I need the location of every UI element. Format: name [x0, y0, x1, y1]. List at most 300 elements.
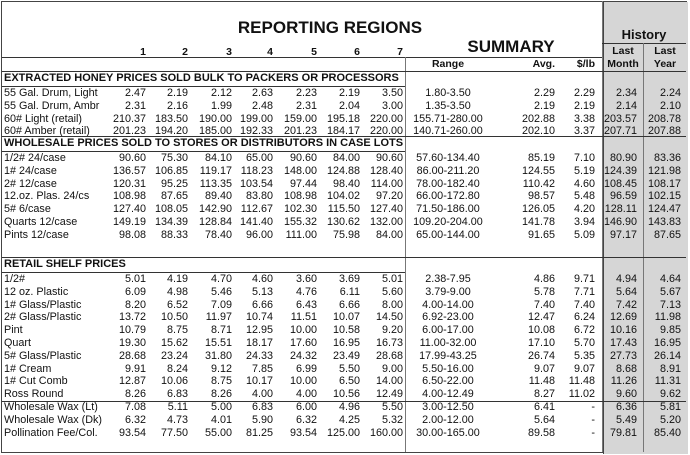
per-lb-value: 6.24 — [573, 311, 595, 324]
last-month-value: 96.59 — [609, 190, 637, 203]
region-value: 5.46 — [210, 285, 232, 298]
region-value: 4.98 — [166, 285, 188, 298]
range-value: 6.50-22.00 — [422, 375, 474, 388]
region-value: 13.72 — [118, 311, 146, 324]
range-value: 3.00-12.50 — [422, 401, 474, 413]
region-value: 4.00 — [251, 388, 273, 401]
region-value: 199.00 — [239, 112, 273, 125]
region-number-5: 5 — [311, 46, 317, 58]
avg-value: 110.42 — [522, 177, 555, 190]
region-value: 10.06 — [160, 375, 188, 388]
region-value: 11.51 — [290, 311, 317, 324]
avg-value: 7.40 — [533, 298, 555, 311]
region-value: 19.30 — [118, 337, 146, 349]
per-lb-value: - — [591, 401, 595, 413]
region-value: 10.07 — [332, 311, 360, 324]
region-value: 2.23 — [295, 87, 317, 99]
last-year-value: 124.47 — [647, 203, 681, 216]
row-label: Pints 12/case — [4, 228, 69, 241]
per-lb-value: 11.48 — [568, 375, 595, 388]
last-month-value: 79.81 — [609, 426, 637, 439]
range-value: 11.00-32.00 — [419, 337, 477, 349]
region-value: 3.50 — [381, 87, 403, 99]
region-value: 114.00 — [370, 177, 403, 190]
range-value: 5.50-16.00 — [422, 362, 474, 375]
region-value: 10.00 — [289, 375, 317, 388]
region-value: 134.39 — [154, 216, 188, 228]
region-value: 220.00 — [369, 125, 403, 138]
region-value: 24.33 — [245, 349, 273, 362]
per-lb-value: 6.72 — [573, 324, 595, 337]
avg-value: 98.57 — [527, 190, 555, 203]
region-value: 77.50 — [160, 426, 188, 439]
region-value: 5.01 — [124, 273, 146, 285]
last-month-value: 128.11 — [604, 203, 637, 216]
region-value: 194.20 — [154, 125, 188, 138]
region-value: 8.20 — [124, 298, 146, 311]
avg-value: 5.64 — [533, 413, 555, 426]
region-value: 8.26 — [210, 388, 232, 401]
region-value: 97.20 — [375, 190, 403, 203]
region-value: 84.10 — [204, 152, 232, 164]
range-value: 78.00-182.40 — [416, 177, 480, 190]
region-value: 8.26 — [124, 388, 146, 401]
avg-value: 202.10 — [521, 125, 555, 138]
avg-value: 26.74 — [527, 349, 555, 362]
region-value: 2.31 — [124, 99, 146, 112]
region-number-4: 4 — [267, 46, 273, 58]
region-value: 5.11 — [167, 401, 188, 413]
region-value: 2.47 — [124, 87, 146, 99]
last-month-value: 10.16 — [609, 324, 637, 337]
region-value: 5.50 — [381, 401, 403, 413]
region-value: 128.40 — [369, 164, 403, 177]
last-year-value: 85.40 — [653, 426, 681, 439]
region-value: 5.90 — [251, 413, 273, 426]
region-value: 6.52 — [166, 298, 188, 311]
region-value: 81.25 — [245, 426, 273, 439]
last-month-value: 12.69 — [609, 311, 637, 324]
last-month-value: 11.26 — [610, 375, 637, 388]
region-value: 6.00 — [295, 401, 317, 413]
row-label: 60# Amber (retail) — [4, 125, 90, 138]
region-value: 12.87 — [118, 375, 146, 388]
region-value: 95.25 — [160, 177, 188, 190]
avg-value: 85.19 — [527, 152, 555, 164]
region-value: 10.58 — [332, 324, 360, 337]
range-value: 3.79-9.00 — [425, 285, 471, 298]
region-value: 6.50 — [338, 375, 360, 388]
region-value: 9.00 — [381, 362, 403, 375]
region-value: 149.19 — [112, 216, 146, 228]
row-label: Ross Round — [4, 388, 64, 401]
last-year-value: 207.88 — [647, 125, 681, 138]
region-value: 10.74 — [245, 311, 273, 324]
region-value: 4.73 — [166, 413, 188, 426]
region-value: 97.44 — [289, 177, 317, 190]
header-rule — [2, 57, 602, 58]
last-month-value: 7.42 — [615, 298, 637, 311]
row-label: 2# Glass/Plastic — [4, 311, 82, 324]
range-value: 65.00-144.00 — [416, 228, 480, 241]
last-year-header: Year — [653, 58, 677, 70]
range-value: 66.00-172.80 — [416, 190, 480, 203]
region-value: 7.08 — [124, 401, 146, 413]
region-value: 98.08 — [118, 228, 146, 241]
region-number-7: 7 — [397, 46, 403, 58]
last-year-value: 108.17 — [647, 177, 681, 190]
range-value: 1.80-3.50 — [425, 87, 471, 99]
last-year-value: 9.62 — [659, 388, 681, 401]
region-value: 88.33 — [160, 228, 188, 241]
last-year-value: 2.10 — [659, 99, 681, 112]
region-value: 9.91 — [124, 362, 146, 375]
per-lb-value: 2.29 — [573, 87, 595, 99]
region-value: 7.85 — [251, 362, 273, 375]
history-title: History — [621, 27, 667, 42]
region-value: 185.00 — [198, 125, 232, 138]
region-value: 184.17 — [326, 125, 360, 138]
per-lb-value: 3.94 — [573, 216, 595, 228]
row-label: Wholesale Wax (Lt) — [4, 401, 98, 413]
range-value: 17.99-43.25 — [419, 349, 477, 362]
last-month-value: 27.73 — [609, 349, 637, 362]
region-value: 1.99 — [210, 99, 232, 112]
region-value: 115.50 — [327, 203, 360, 216]
last-year-value: 11.31 — [654, 375, 681, 388]
region-number-2: 2 — [182, 46, 188, 58]
avg-value: 12.47 — [527, 311, 555, 324]
row-label: 1/2# 24/case — [4, 152, 66, 164]
region-value: 16.95 — [332, 337, 360, 349]
region-value: 87.65 — [160, 190, 188, 203]
per-lb-value: 7.71 — [573, 285, 595, 298]
region-value: 2.19 — [338, 87, 360, 99]
region-value: 4.19 — [166, 273, 188, 285]
per-lb-value: 9.71 — [573, 273, 595, 285]
row-label: 12.oz. Plas. 24/cs — [4, 190, 90, 203]
region-value: 220.00 — [369, 112, 403, 125]
last-year-value: 102.15 — [647, 190, 681, 203]
region-value: 136.57 — [112, 164, 146, 177]
row-label: 60# Light (retail) — [4, 112, 83, 125]
avg-value: 89.58 — [527, 426, 555, 439]
region-value: 9.20 — [381, 324, 403, 337]
region-value: 18.17 — [245, 337, 273, 349]
region-value: 98.40 — [332, 177, 360, 190]
region-value: 3.69 — [338, 273, 360, 285]
region-value: 2.16 — [166, 99, 188, 112]
range-value: 140.71-260.00 — [413, 125, 483, 138]
section-title: EXTRACTED HONEY PRICES SOLD BULK TO PACKERS OR PROCESSORS — [4, 72, 399, 84]
last-month-value: 108.45 — [603, 177, 637, 190]
region-value: 12.49 — [375, 388, 403, 401]
last-year-value: 83.36 — [653, 152, 681, 164]
range-value: 6.00-17.00 — [422, 324, 474, 337]
region-value: 2.04 — [338, 99, 360, 112]
last-year-value: 7.13 — [659, 298, 681, 311]
row-label: 55 Gal. Drum, Ambr — [4, 99, 100, 112]
per-lb-value: 9.07 — [573, 362, 595, 375]
region-number-3: 3 — [226, 46, 232, 58]
region-value: 6.99 — [295, 362, 317, 375]
range-value: 30.00-165.00 — [416, 426, 480, 439]
region-value: 78.40 — [204, 228, 232, 241]
page-title: REPORTING REGIONS — [237, 18, 423, 37]
region-value: 4.25 — [338, 413, 360, 426]
region-value: 4.96 — [338, 401, 360, 413]
region-value: 6.11 — [339, 285, 360, 298]
region-value: 93.54 — [289, 426, 317, 439]
region-value: 65.00 — [245, 152, 273, 164]
region-value: 14.00 — [375, 375, 403, 388]
per-lb-value: 5.70 — [573, 337, 595, 349]
region-value: 103.54 — [239, 177, 273, 190]
region-value: 8.71 — [210, 324, 232, 337]
region-value: 5.13 — [251, 285, 273, 298]
region-value: 90.60 — [118, 152, 146, 164]
region-value: 6.43 — [295, 298, 317, 311]
last-year-value: 2.24 — [659, 87, 681, 99]
region-value: 2.48 — [251, 99, 273, 112]
region-value: 104.02 — [326, 190, 360, 203]
region-value: 130.62 — [326, 216, 360, 228]
region-value: 127.40 — [112, 203, 146, 216]
per-lb-value: 5.35 — [573, 349, 595, 362]
region-value: 119.17 — [199, 164, 232, 177]
region-value: 28.68 — [375, 349, 403, 362]
summary-title: SUMMARY — [467, 37, 555, 56]
region-number-1: 1 — [140, 46, 146, 58]
region-value: 4.76 — [295, 285, 317, 298]
region-value: 15.62 — [160, 337, 188, 349]
region-value: 6.32 — [295, 413, 317, 426]
avg-value: 17.10 — [527, 337, 555, 349]
region-value: 83.80 — [245, 190, 273, 203]
region-value: 192.33 — [239, 125, 273, 138]
region-value: 183.50 — [154, 112, 188, 125]
region-value: 201.23 — [112, 125, 146, 138]
per-lb-value: 4.20 — [573, 203, 595, 216]
range-value: 2.00-12.00 — [422, 413, 474, 426]
region-number-6: 6 — [354, 46, 360, 58]
region-value: 10.17 — [245, 375, 273, 388]
row-label: 55 Gal. Drum, Light — [4, 87, 98, 99]
region-value: 2.63 — [251, 87, 273, 99]
per-lb-value: 3.38 — [573, 112, 595, 125]
region-value: 160.00 — [369, 426, 403, 439]
region-value: 201.23 — [283, 125, 317, 138]
avg-value: 9.07 — [533, 362, 555, 375]
region-value: 23.24 — [160, 349, 188, 362]
per-lb-value: 5.09 — [573, 228, 595, 241]
region-value: 4.60 — [251, 273, 273, 285]
per-lb-value: 4.60 — [573, 177, 595, 190]
last-month-value: 17.43 — [609, 337, 637, 349]
region-value: 84.00 — [332, 152, 360, 164]
row-label: 12 oz. Plastic — [4, 285, 69, 298]
last-year-value: 11.98 — [654, 311, 681, 324]
range-value: 86.00-211.20 — [416, 164, 480, 177]
last-year-value: 143.83 — [647, 216, 681, 228]
region-value: 24.32 — [289, 349, 317, 362]
region-value: 23.49 — [332, 349, 360, 362]
row-label: Pollination Fee/Col. — [4, 426, 98, 439]
last-year-value: 4.64 — [659, 273, 681, 285]
avg-value: 126.05 — [521, 203, 555, 216]
avg-header: Avg. — [532, 58, 555, 70]
row-label: 1# Cut Comb — [4, 375, 68, 388]
region-value: 6.09 — [124, 285, 146, 298]
last-year-value: 208.78 — [647, 112, 681, 125]
range-value: 1.35-3.50 — [425, 99, 471, 112]
last-month-value: 97.17 — [609, 228, 637, 241]
region-value: 142.90 — [198, 203, 232, 216]
region-value: 108.05 — [154, 203, 188, 216]
per-lb-value: 5.19 — [573, 164, 595, 177]
avg-value: 124.55 — [521, 164, 555, 177]
region-value: 15.51 — [204, 337, 232, 349]
region-value: 6.83 — [166, 388, 188, 401]
per-lb-value: 5.48 — [573, 190, 595, 203]
last-year-value: 5.81 — [659, 401, 681, 413]
avg-value: 8.27 — [533, 388, 555, 401]
region-value: 6.66 — [338, 298, 360, 311]
region-value: 10.50 — [160, 311, 188, 324]
region-value: 8.00 — [381, 298, 403, 311]
last-year-value: 16.95 — [653, 337, 681, 349]
region-value: 84.00 — [375, 228, 403, 241]
range-value: 2.38-7.95 — [425, 273, 471, 285]
region-value: 8.75 — [210, 375, 232, 388]
region-value: 108.98 — [283, 190, 317, 203]
last-month-value: 5.49 — [615, 413, 637, 426]
region-value: 8.24 — [166, 362, 188, 375]
last-month-value: 9.60 — [615, 388, 637, 401]
avg-value: 2.19 — [533, 99, 555, 112]
per-lb-value: - — [591, 426, 595, 439]
last-month-value: 2.14 — [615, 99, 637, 112]
range-value: 57.60-134.40 — [416, 152, 480, 164]
region-value: 28.68 — [118, 349, 146, 362]
region-value: 5.01 — [381, 273, 403, 285]
region-value: 12.95 — [245, 324, 273, 337]
range-value: 4.00-14.00 — [422, 298, 474, 311]
region-value: 93.54 — [118, 426, 146, 439]
region-value: 6.66 — [251, 298, 273, 311]
region-value: 5.60 — [381, 285, 403, 298]
last-year-value: 87.65 — [653, 228, 681, 241]
region-value: 5.32 — [381, 413, 403, 426]
region-value: 3.60 — [295, 273, 317, 285]
region-value: 113.35 — [199, 177, 232, 190]
last-year-value: 9.85 — [659, 324, 681, 337]
last-month-value: 6.36 — [615, 401, 637, 413]
region-value: 6.32 — [124, 413, 146, 426]
last-year-value: 5.20 — [659, 413, 681, 426]
region-value: 5.00 — [210, 401, 232, 413]
region-value: 90.60 — [289, 152, 317, 164]
last-month-header: Last — [612, 45, 634, 57]
avg-value: 10.08 — [527, 324, 555, 337]
region-value: 106.85 — [154, 164, 188, 177]
row-label: 5# 6/case — [4, 203, 51, 216]
avg-value: 141.78 — [521, 216, 555, 228]
section-title: WHOLESALE PRICES SOLD TO STORES OR DISTRIBUTORS IN CASE LOTS — [4, 137, 404, 149]
region-value: 17.60 — [289, 337, 317, 349]
last-month-value: 5.64 — [615, 285, 637, 298]
region-value: 195.18 — [326, 112, 360, 125]
region-value: 6.83 — [251, 401, 273, 413]
region-value: 127.40 — [369, 203, 403, 216]
region-value: 5.50 — [338, 362, 360, 375]
last-month-value: 146.90 — [603, 216, 637, 228]
range-header: Range — [431, 58, 465, 70]
region-value: 125.00 — [326, 426, 360, 439]
region-value: 4.70 — [210, 273, 232, 285]
row-label: 1# Cream — [4, 362, 52, 375]
last-month-value: 124.39 — [603, 164, 637, 177]
per-lb-value: 2.19 — [573, 99, 595, 112]
region-value: 10.56 — [332, 388, 360, 401]
last-year-value: 8.91 — [659, 362, 681, 375]
region-value: 11.97 — [205, 311, 232, 324]
per-lb-value: 3.37 — [573, 125, 595, 138]
region-value: 7.09 — [210, 298, 232, 311]
region-value: 132.00 — [369, 216, 403, 228]
region-value: 10.00 — [289, 324, 317, 337]
per-lb-value: 7.40 — [573, 298, 595, 311]
last-month-value: 2.34 — [615, 87, 637, 99]
avg-value: 11.48 — [528, 375, 555, 388]
per-lb-header: $/lb — [576, 58, 595, 70]
row-label: 1# Glass/Plastic — [4, 298, 82, 311]
per-lb-value: 11.02 — [568, 388, 595, 401]
region-value: 10.79 — [118, 324, 146, 337]
avg-value: 6.41 — [533, 401, 555, 413]
region-value: 16.73 — [375, 337, 403, 349]
region-value: 75.98 — [332, 228, 360, 241]
region-value: 2.19 — [166, 87, 188, 99]
last-month-value: 80.90 — [609, 152, 637, 164]
region-value: 14.50 — [375, 311, 403, 324]
avg-value: 2.29 — [533, 87, 555, 99]
last-year-header: Last — [654, 45, 676, 57]
region-value: 89.40 — [204, 190, 232, 203]
row-label: Quarts 12/case — [4, 216, 78, 228]
per-lb-value: - — [591, 413, 595, 426]
region-value: 128.84 — [198, 216, 232, 228]
last-year-value: 26.14 — [653, 349, 681, 362]
region-value: 9.12 — [210, 362, 232, 375]
avg-value: 5.78 — [533, 285, 555, 298]
section-title: RETAIL SHELF PRICES — [4, 258, 126, 270]
region-value: 148.00 — [283, 164, 317, 177]
region-value: 108.98 — [112, 190, 146, 203]
range-value: 155.71-280.00 — [413, 112, 483, 125]
region-value: 4.00 — [295, 388, 317, 401]
region-value: 111.00 — [285, 228, 317, 241]
region-value: 90.60 — [375, 152, 403, 164]
last-month-value: 8.68 — [615, 362, 637, 375]
region-value: 2.31 — [295, 99, 317, 112]
last-month-header: Month — [607, 58, 639, 70]
region-value: 155.32 — [283, 216, 317, 228]
row-label: 5# Glass/Plastic — [4, 349, 82, 362]
row-label: Wholesale Wax (Dk) — [4, 413, 102, 426]
region-value: 141.40 — [239, 216, 273, 228]
last-month-value: 203.57 — [603, 112, 637, 125]
